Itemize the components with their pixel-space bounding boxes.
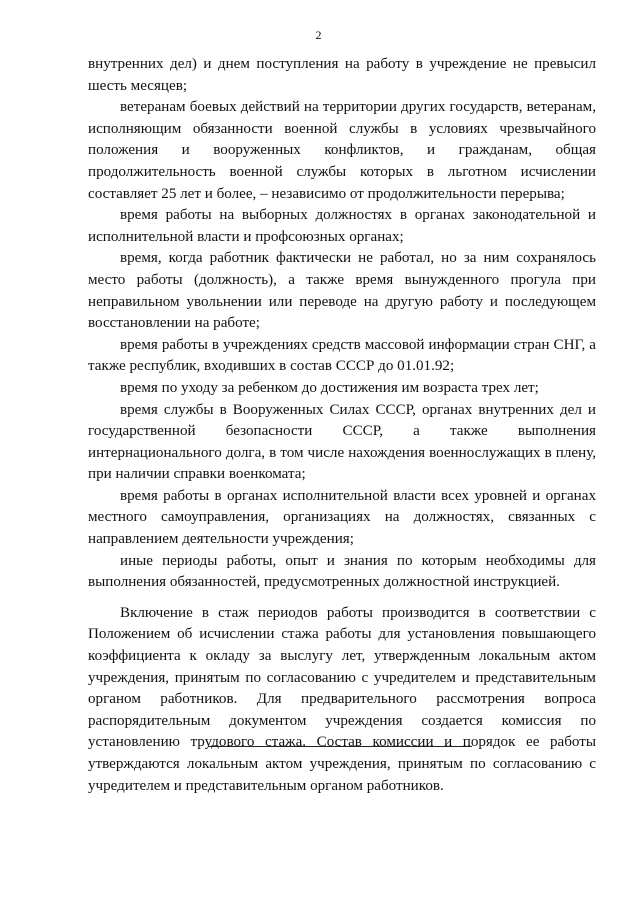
paragraph-military-service: время службы в Вооруженных Силах СССР, органах внутренних дел и государственной безопасности СССР, а также выполнения интернационального долга, в том числе нахождения военнослужащих в плену, при наличии справки военкомата;	[88, 401, 596, 483]
paragraph-continuation: внутренних дел) и днем поступления на работу в учреждение не превысил шесть месяцев;	[88, 56, 596, 94]
paragraph-childcare: время по уходу за ребенком до достижения им возраста трех лет;	[120, 379, 539, 396]
paragraph-forced-absence: время, когда работник фактически не работал, но за ним сохранялось место работы (должность), а также время вынужденного прогула при неправильном увольнении или переводе на другую работу и последующем восстановлении на работе;	[88, 250, 596, 332]
page-number: 2	[315, 28, 322, 42]
paragraph-mass-media: время работы в учреждениях средств массовой информации стран СНГ, а также республик, входивших в состав СССР до 01.01.92;	[88, 336, 596, 375]
paragraph-elected-positions: время работы на выборных должностях в органах законодательной и исполнительной власти и профсоюзных органах;	[88, 207, 596, 245]
closing-rule	[208, 746, 472, 747]
paragraph-inclusion-procedure: Включение в стаж периодов работы производится в соответствии с Положением об исчислении стажа работы для установления повышающего коэффициента к окладу за выслугу лет, утвержденным локальным актом учреждения, принятым по согласованию с учредителем и представительным органом работников. Для предварительного рассмотрения вопроса распорядительным документом учреждения создается комиссия по установлению трудового стажа. Состав комиссии и порядок ее работы утверждаются локальным актом учреждения, принятым по согласованию с учредителем и представительным органом работников.	[88, 604, 596, 794]
paragraph-executive-authorities: время работы в органах исполнительной власти всех уровней и органах местного самоуправления, организациях на должностях, связанных с направлением деятельности учреждения;	[88, 487, 596, 548]
document-body	[88, 54, 596, 797]
paragraph-combat-veterans: ветеранам боевых действий на территории других государств, ветеранам, исполняющим обязанности военной службы в условиях чрезвычайного положения и вооруженных конфликтов, и гражданам, общая продолжительность военной службы которых в льготном исчислении составляет 25 лет и более, – независимо от продолжительности перерыва;	[88, 99, 596, 202]
paragraph-other-periods: иные периоды работы, опыт и знания по которым необходимы для выполнения обязанностей, предусмотренных должностной инструкцией.	[88, 552, 596, 591]
